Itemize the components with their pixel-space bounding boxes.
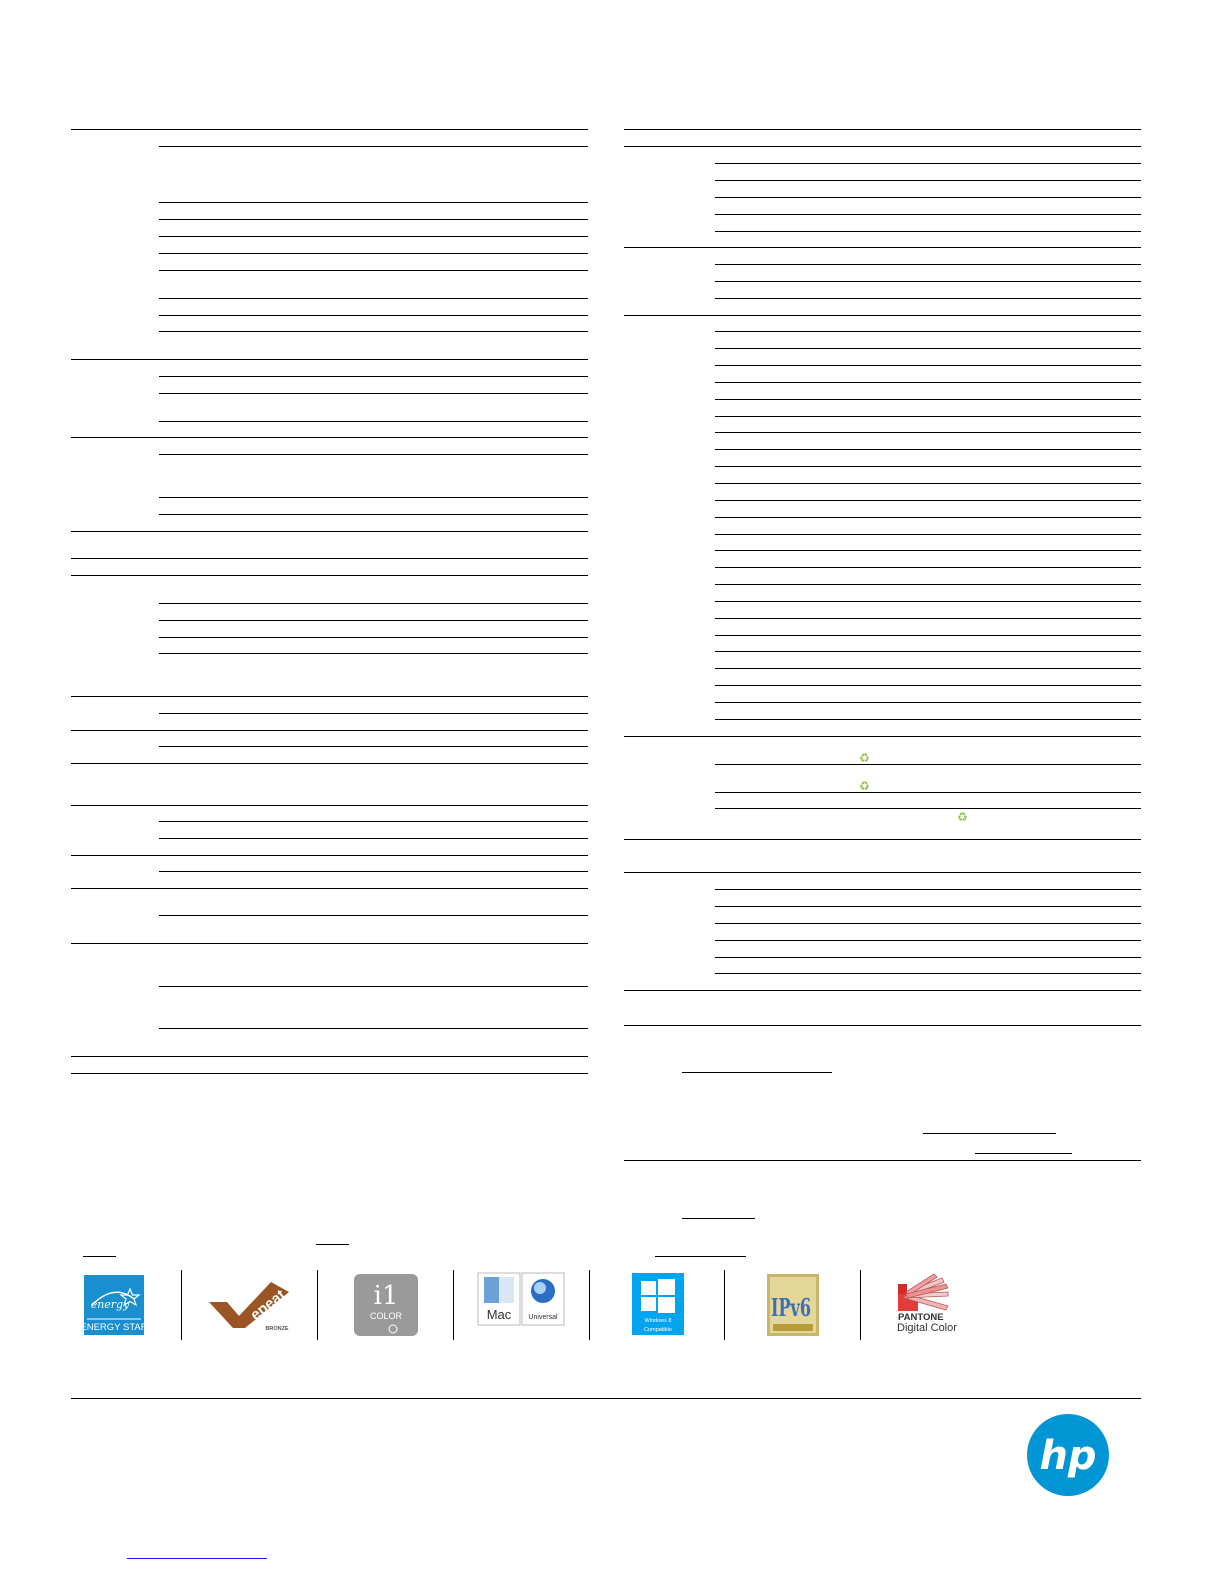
table-section-rule: [71, 575, 588, 576]
energy-star-label: ENERGY STAR: [80, 1322, 148, 1333]
table-row-rule: [159, 821, 588, 822]
table-row-rule: [715, 449, 1141, 450]
table-row-rule: [715, 432, 1141, 433]
table-row-rule: [159, 497, 588, 498]
table-row-rule: [715, 940, 1141, 941]
table-section-rule: [624, 247, 1141, 248]
table-row-rule: [715, 973, 1141, 974]
table-row-rule: [159, 315, 588, 316]
table-section-rule: [624, 839, 1141, 840]
table-row-rule: [715, 180, 1141, 181]
table-row-rule: [159, 746, 588, 747]
i1-word: COLOR: [369, 1311, 403, 1321]
logo-divider: [589, 1270, 590, 1340]
table-section-rule: [71, 1056, 588, 1057]
table-row-rule: [159, 454, 588, 455]
logo-divider: [860, 1270, 861, 1340]
table-section-rule: [624, 872, 1141, 873]
i1-mark: i1: [373, 1281, 399, 1311]
table-row-rule: [159, 986, 588, 987]
table-section-rule: [624, 990, 1141, 991]
table-row-rule: [715, 163, 1141, 164]
table-row-rule: [159, 236, 588, 237]
table-section-rule: [71, 730, 588, 731]
table-row-rule: [159, 637, 588, 638]
ipv6-ready-icon: [767, 1274, 819, 1336]
epeat-level: BRONZE: [265, 1326, 289, 1332]
table-row-rule: [715, 517, 1141, 518]
table-row-rule: [159, 219, 588, 220]
table-row-rule: [159, 393, 588, 394]
universal-icon: [522, 1273, 564, 1325]
table-row-rule: [159, 298, 588, 299]
table-row-rule: [715, 618, 1141, 619]
table-section-rule: [624, 315, 1141, 316]
logo-divider: [181, 1270, 182, 1340]
table-row-rule: [715, 466, 1141, 467]
link-underline[interactable]: [682, 1072, 832, 1073]
table-row-rule: [715, 635, 1141, 636]
table-row-rule: [715, 348, 1141, 349]
hp-logo-icon: [1026, 1413, 1110, 1497]
table-row-rule: [715, 416, 1141, 417]
hp-mark: hp: [1039, 1433, 1097, 1479]
table-row-rule: [159, 253, 588, 254]
table-section-rule: [624, 1025, 1141, 1026]
table-row-rule: [159, 376, 588, 377]
energy-star-script: energy: [90, 1298, 130, 1311]
table-section-rule: [71, 359, 588, 360]
table-section-rule: [624, 146, 1141, 147]
table-section-rule: [71, 943, 588, 944]
table-row-rule: [715, 651, 1141, 652]
table-row-rule: [715, 281, 1141, 282]
table-row-rule: [715, 365, 1141, 366]
table-row-rule: [715, 197, 1141, 198]
logo-divider: [453, 1270, 454, 1340]
table-row-rule: [159, 1028, 588, 1029]
footer-link-underline[interactable]: [127, 1558, 267, 1559]
table-row-rule: [715, 399, 1141, 400]
table-row-rule: [715, 500, 1141, 501]
table-row-rule: [715, 483, 1141, 484]
table-row-rule: [715, 534, 1141, 535]
table-section-rule: [71, 855, 588, 856]
table-row-rule: [159, 331, 588, 332]
table-row-rule: [715, 601, 1141, 602]
table-row-rule: [715, 808, 1141, 809]
link-underline[interactable]: [682, 1218, 755, 1219]
table-row-rule: [715, 668, 1141, 669]
table-section-rule: [624, 736, 1141, 737]
pantone-word: PANTONE: [898, 1312, 944, 1323]
table-section-rule: [71, 888, 588, 889]
table-row-rule: [715, 264, 1141, 265]
table-row-rule: [715, 764, 1141, 765]
logo-divider: [724, 1270, 725, 1340]
table-section-rule: [71, 437, 588, 438]
table-row-rule: [159, 146, 588, 147]
table-row-rule: [715, 214, 1141, 215]
epeat-bronze-icon: [207, 1280, 293, 1332]
table-row-rule: [715, 957, 1141, 958]
mac-finder-icon: [478, 1273, 520, 1325]
table-row-rule: [715, 231, 1141, 232]
left-top-rule: [71, 129, 588, 130]
epeat-word: epeat: [247, 1286, 289, 1324]
pantone-sub: Digital Color: [897, 1322, 957, 1334]
table-row-rule: [715, 584, 1141, 585]
table-row-rule: [715, 792, 1141, 793]
table-row-rule: [715, 331, 1141, 332]
table-row-rule: [715, 889, 1141, 890]
mac-label: Mac: [486, 1307, 512, 1322]
table-row-rule: [159, 838, 588, 839]
energy-star-icon: [80, 1275, 148, 1335]
table-section-rule: [71, 805, 588, 806]
table-row-rule: [715, 702, 1141, 703]
right-top-rule: [624, 129, 1141, 130]
left-bottom-rule: [71, 1073, 588, 1074]
table-row-rule: [159, 421, 588, 422]
recycle-icon: ♻: [859, 751, 870, 765]
table-row-rule: [715, 298, 1141, 299]
universal-label: Universal: [528, 1314, 558, 1321]
table-row-rule: [159, 871, 588, 872]
table-row-rule: [159, 270, 588, 271]
pantone-fan-icon: [896, 1274, 966, 1336]
table-row-rule: [159, 603, 588, 604]
table-row-rule: [715, 719, 1141, 720]
table-section-rule: [71, 531, 588, 532]
link-underline[interactable]: [923, 1133, 1056, 1134]
link-underline[interactable]: [655, 1256, 746, 1257]
table-row-rule: [715, 382, 1141, 383]
ipv6-mark: IPv6: [771, 1293, 811, 1322]
table-row-rule: [159, 514, 588, 515]
logo-divider: [317, 1270, 318, 1340]
table-row-rule: [159, 202, 588, 203]
table-row-rule: [159, 915, 588, 916]
windows-logo-icon: [632, 1273, 684, 1335]
link-underline[interactable]: [83, 1256, 116, 1257]
recycle-icon: ♻: [957, 810, 968, 824]
table-section-rule: [624, 1160, 1141, 1161]
table-row-rule: [715, 685, 1141, 686]
table-row-rule: [715, 923, 1141, 924]
table-row-rule: [159, 713, 588, 714]
link-underline[interactable]: [975, 1153, 1072, 1154]
windows-line1: Windows 8: [644, 1318, 672, 1324]
i1-color-icon: [354, 1274, 418, 1336]
table-section-rule: [71, 763, 588, 764]
table-row-rule: [159, 653, 588, 654]
recycle-icon: ♻: [859, 779, 870, 793]
table-row-rule: [715, 906, 1141, 907]
table-section-rule: [71, 696, 588, 697]
table-section-rule: [71, 558, 588, 559]
footer-rule: [71, 1398, 1141, 1399]
windows-line2: Compatible: [644, 1327, 672, 1333]
table-row-rule: [159, 620, 588, 621]
link-underline[interactable]: [316, 1244, 349, 1245]
table-row-rule: [715, 567, 1141, 568]
table-row-rule: [715, 550, 1141, 551]
